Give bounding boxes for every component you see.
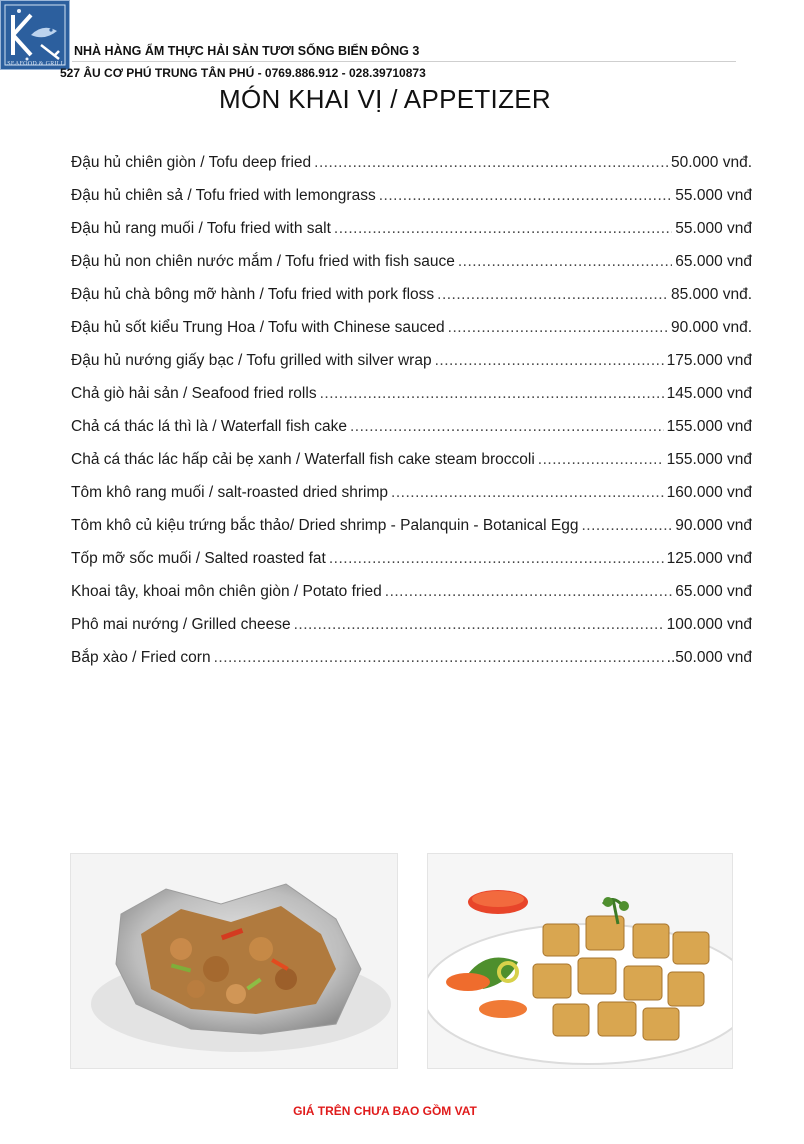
menu-item-price: 155.000 vnđ	[666, 418, 752, 435]
menu-item-price: 55.000 vnđ	[675, 220, 752, 237]
menu-item	[71, 319, 752, 352]
menu-item-price: 100.000 vnđ	[666, 616, 752, 633]
menu-item-name: Đậu hủ nướng giấy bạc / Tofu grilled with silver wrap	[71, 352, 432, 369]
menu-item-name: Tốp mỡ sốc muối / Salted roasted fat	[71, 550, 326, 567]
menu-item-price: ..50.000 vnđ	[666, 649, 752, 666]
foil-grilled-tofu-photo	[70, 853, 398, 1069]
menu-item	[71, 253, 752, 286]
menu-item	[71, 286, 752, 319]
dot-leader	[214, 649, 664, 667]
menu-item-name: Đậu hủ chà bông mỡ hành / Tofu fried with pork floss	[71, 286, 435, 303]
menu-item-name: Đậu hủ rang muối / Tofu fried with salt	[71, 220, 331, 237]
dot-leader	[458, 253, 672, 271]
menu-item-price: 85.000 vnđ.	[670, 286, 752, 303]
menu-item	[71, 649, 752, 682]
dot-leader	[379, 187, 673, 205]
menu-item	[71, 583, 752, 616]
appetizer-menu-list	[71, 154, 752, 682]
menu-item	[71, 418, 752, 451]
menu-item	[71, 187, 752, 220]
dot-leader	[385, 583, 673, 601]
menu-item-price: 90.000 vnđ.	[670, 319, 752, 336]
restaurant-name: NHÀ HÀNG ẨM THỰC HẢI SẢN TƯƠI SỐNG BIỂN ĐÔNG 3	[74, 44, 420, 58]
dot-leader	[448, 319, 668, 337]
menu-item-price: 50.000 vnđ.	[670, 154, 752, 171]
vat-note: GIÁ TRÊN CHƯA BAO GỒM VAT	[293, 1104, 477, 1118]
menu-item-price: 175.000 vnđ	[666, 352, 752, 369]
menu-item-price: 90.000 vnđ	[675, 517, 752, 534]
dot-leader	[334, 220, 672, 238]
menu-item	[71, 550, 752, 583]
menu-item-name: Chả cá thác lác hấp cải bẹ xanh / Waterfall fish cake steam broccoli	[71, 451, 535, 468]
dot-leader	[538, 451, 664, 469]
menu-item	[71, 352, 752, 385]
menu-item	[71, 616, 752, 649]
restaurant-logo	[0, 0, 70, 70]
header-divider	[72, 61, 736, 62]
page-title: MÓN KHAI VỊ / APPETIZER	[219, 84, 551, 114]
menu-item-name: Đậu hủ non chiên nước mắm / Tofu fried with fish sauce	[71, 253, 455, 270]
dot-leader	[350, 418, 664, 436]
menu-item-name: Đậu hủ chiên sả / Tofu fried with lemongrass	[71, 187, 376, 204]
menu-item-price: 155.000 vnđ	[666, 451, 752, 468]
menu-item-name: Chả cá thác lá thì là / Waterfall fish cake	[71, 418, 347, 435]
menu-item-name: Tôm khô rang muối / salt-roasted dried shrimp	[71, 484, 389, 501]
dot-leader	[435, 352, 664, 370]
menu-item-name: Phô mai nướng / Grilled cheese	[71, 616, 291, 633]
menu-item	[71, 220, 752, 253]
menu-item	[71, 154, 752, 187]
menu-item-name: Chả giò hải sản / Seafood fried rolls	[71, 385, 317, 402]
menu-item-name: Khoai tây, khoai môn chiên giòn / Potato fried	[71, 583, 382, 600]
menu-item-price: 65.000 vnđ	[675, 583, 752, 600]
menu-item	[71, 517, 752, 550]
menu-item-name: Tôm khô củ kiệu trứng bắc thảo/ Dried shrimp - Palanquin - Botanical Egg	[71, 517, 579, 534]
fried-tofu-plate-photo	[427, 853, 733, 1069]
menu-item	[71, 451, 752, 484]
dot-leader	[582, 517, 673, 535]
dot-leader	[314, 154, 668, 172]
menu-item-price: 125.000 vnđ	[666, 550, 752, 567]
foil-dish-illustration	[71, 854, 397, 1068]
menu-item-price: 145.000 vnđ	[666, 385, 752, 402]
menu-item-name: Đậu hủ chiên giòn / Tofu deep fried	[71, 154, 312, 171]
menu-item-name: Bắp xào / Fried corn	[71, 649, 211, 666]
menu-item	[71, 385, 752, 418]
restaurant-address: 527 ÂU CƠ PHÚ TRUNG TÂN PHÚ - 0769.886.912 - 028.39710873	[60, 66, 426, 80]
dot-leader	[294, 616, 664, 634]
dot-leader	[320, 385, 664, 403]
dot-leader	[437, 286, 668, 304]
tofu-plate-illustration	[428, 854, 732, 1068]
logo-caption: SEAFOOD & GRILL	[7, 61, 65, 67]
menu-item-price: 160.000 vnđ	[666, 484, 752, 501]
menu-item-price: 65.000 vnđ	[675, 253, 752, 270]
dot-leader	[329, 550, 664, 568]
menu-item-name: Đậu hủ sốt kiểu Trung Hoa / Tofu with Chinese sauced	[71, 319, 445, 336]
menu-item	[71, 484, 752, 517]
fish-fork-icon	[1, 1, 69, 69]
dot-leader	[391, 484, 664, 502]
menu-item-price: 55.000 vnđ	[675, 187, 752, 204]
